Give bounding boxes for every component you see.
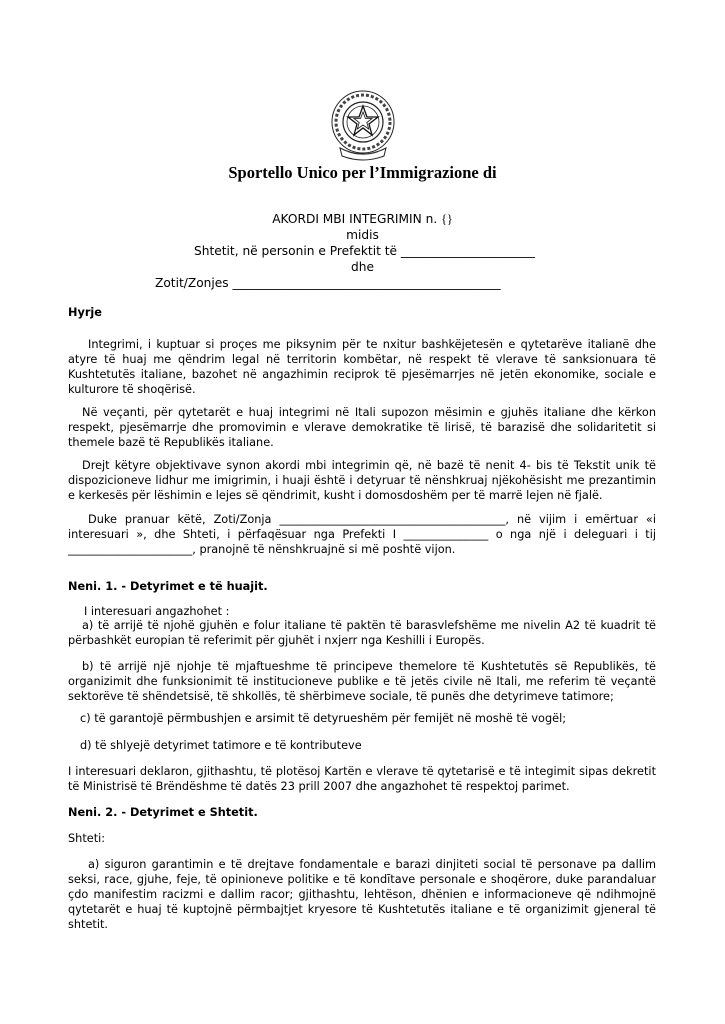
intro-paragraph-3-text: Drejt këtyre objektivave synon akordi mbi integrimin që, në bazë të nenit 4- bis të Tekstit unik të dispozicioneve lidhur me imigrimin, i huaji është i detyruar të nënshkruaj njëkohësisht me prezantimin e kerkesës për lëshimin e lejes së qëndrimit, kusht i domosdoshëm per të marrë lejen në fjalë.	[68, 459, 656, 502]
midis-line: midis	[346, 228, 379, 242]
intro-paragraph-2-text: Në veçanti, për qytetarët e huaj integrimi në Itali supozon mësimin e gjuhës italiane dhe kërkon respekt, pjesëmarrje dhe promovimin e vlerave demokratike të lirisë, të barazisë dhe solidaritetit si themele bazë të Republikës italiane.	[68, 406, 656, 449]
intro-paragraph-3	[68, 458, 656, 503]
intro-paragraph-4-text: Duke pranuar këtë, Zoti/Zonja ________________________________________, në vijim i emërtuar «i interesuari », dhe Shteti, i përfaqësuar nga Prefekti I _______________ o nga një i deleguari i tij ______________________, pranojnë të nënshkruajnë si më poshtë vijon.	[68, 513, 656, 556]
article-1-heading: Neni. 1. - Detyrimet e të huajit.	[68, 580, 268, 593]
intro-paragraph-1	[68, 337, 656, 397]
agreement-title: AKORDI MBI INTEGRIMIN n.	[272, 212, 438, 226]
article-1-item-d: d) të shlyejë detyrimet tatimore e të kontributeve	[80, 739, 362, 752]
italian-republic-emblem-icon	[328, 86, 398, 164]
intro-heading: Hyrje	[68, 306, 102, 319]
agreement-number: {}	[441, 212, 453, 226]
article-1-lead: I interesuari angazhohet :	[84, 605, 230, 618]
office-title: Sportello Unico per l’Immigrazione di	[228, 163, 497, 182]
intro-paragraph-2	[68, 405, 656, 450]
agreement-title-line	[0, 211, 725, 227]
article-2-lead: Shteti:	[68, 832, 106, 845]
state-line: Shtetit, në personin e Prefektit të ______________________	[194, 244, 535, 258]
article-1-item-b-text: b) të arrijë një njohje të mjaftueshme të principeve themelore të Kushtetutës së Republikës, të organizimit dhe funksionimit të institucioneve publike e të jetës civile në Itali, me referim të veçantë sektorëve të shëndetsisë, të shkollës, të shërbimeve sociale, të punës dhe detyrimeve tatimore;	[68, 660, 656, 703]
intro-paragraph-4	[68, 512, 656, 557]
dhe-line: dhe	[351, 260, 374, 274]
article-1-item-c: c) të garantojë përmbushjen e arsimit të detyrueshëm për femijët në moshë të vogël;	[80, 712, 567, 725]
intro-paragraph-1-text: Integrimi, i kuptuar si proçes me piksynim për te nxitur bashkëjetesën e qytetarëve italianë dhe atyre të huaj me qëndrim legal në territorin kombëtar, në respekt të vlerave të sanksionuara të Kushtetutës italiane, bazohet në angazhimin reciprok të pjesëmarrjes në jetën ekonomike, sociale e kulturore të shoqërisë.	[68, 338, 656, 396]
article-1-item-a	[68, 618, 656, 648]
article-1-closing: I interesuari deklaron, gjithashtu, të plotësoj Kartën e vlerave të qytetarisë e të integimit sipas dekretit të Ministrisë të Brëndëshme të datës 23 prill 2007 dhe angazhohet të respektoj parimet.	[68, 765, 656, 793]
article-2-heading: Neni. 2. - Detyrimet e Shtetit.	[68, 806, 258, 819]
article-1-item-b	[68, 659, 656, 704]
party-line: Zotit/Zonjes ____________________________________________	[155, 276, 501, 290]
article-2-item-a	[68, 857, 656, 932]
article-1-item-a-text: a) të arrijë të njohë gjuhën e folur italiane të paktën të barasvlefshëme me nivelin A2 të kuadrit të përbashkët europian të referimit për gjuhët i nxjerr nga Keshilli i Europës.	[68, 619, 656, 647]
article-2-item-a-text: a) siguron garantimin e të drejtave fondamentale e barazi dinjiteti social të personave pa dallim seksi, race, gjuhe, feje, të opinioneve politike e të kondītave personale e shoqërore, duke parandaluar çdo manifestim racizmi e dallim racor; gjithashtu, lehtëson, dhënien e informacioneve që ndihmojnë qytetarët e huaj të kuptojnë përmbajtjet kryesore të Kushtetutës italiane e të organizimit gjeneral të shtetit.	[68, 858, 656, 931]
